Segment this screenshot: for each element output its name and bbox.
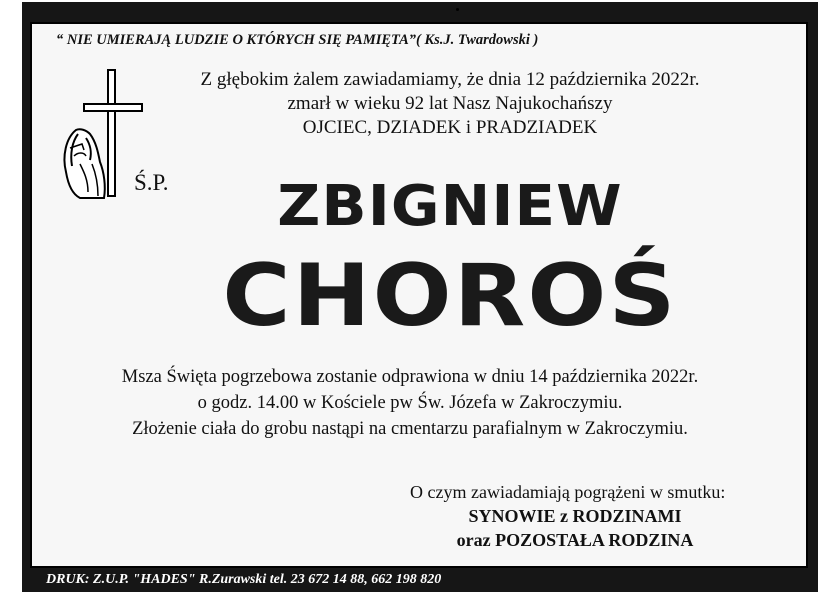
sp-label: Ś.P.: [134, 170, 169, 195]
closing-block: [410, 480, 770, 552]
closing-intro: O czym zawiadamiają pogrążeni w smutku:: [410, 482, 726, 502]
printer-footer: DRUK: Z.U.P. "HADES" R.Zurawski tel. 23 672 14 88, 662 198 820: [46, 572, 442, 587]
motto: “ NIE UMIERAJĄ LUDZIE O KTÓRYCH SIĘ PAMIĘTA”( Ks.J. Twardowski ): [56, 32, 539, 48]
announcement-line-1: Z głębokim żalem zawiadamiamy, że dnia 12 października 2022r.: [200, 69, 700, 90]
announcement: [110, 68, 790, 140]
funeral-line-2: o godz. 14.00 w Kościele pw Św. Józefa w Zakroczymiu.: [197, 393, 623, 413]
funeral-details: [60, 364, 760, 442]
announcement-line-3: OJCIEC, DZIADEK i PRADZIADEK: [302, 117, 598, 138]
announcement-line-2: zmarł w wieku 92 lat Nasz Najukochańszy: [287, 93, 613, 114]
family-line-2: oraz POZOSTAŁA RODZINA: [456, 530, 694, 550]
deceased-last-name: CHOROŚ: [222, 246, 678, 346]
deceased-first-name: ZBIGNIEW: [277, 174, 623, 239]
family-line-1: SYNOWIE z RODZINAMI: [468, 506, 682, 526]
funeral-line-3: Złożenie ciała do grobu nastąpi na cmentarzu parafialnym w Zakroczymiu.: [132, 419, 688, 439]
speck: [456, 8, 459, 11]
funeral-line-1: Msza Święta pogrzebowa zostanie odprawiona w dniu 14 października 2022r.: [121, 367, 699, 387]
